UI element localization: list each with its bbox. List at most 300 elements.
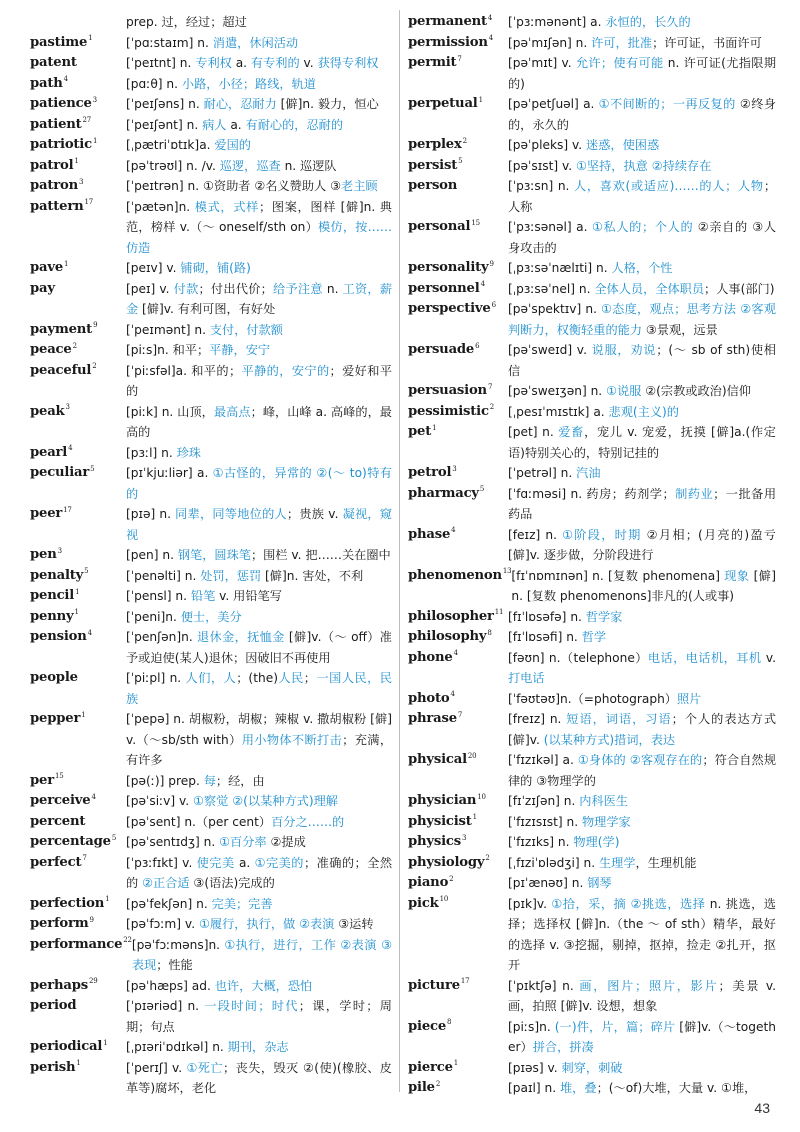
headword-text: pick <box>408 895 439 911</box>
definition-text: [ˌpætriˈɒtɪk] <box>126 138 200 152</box>
highlighted-meaning: ①完美的 <box>254 855 304 870</box>
definition <box>132 935 392 976</box>
definition <box>508 53 776 94</box>
definition <box>126 1058 392 1099</box>
headword <box>408 648 508 689</box>
frequency-number: 4 <box>68 444 73 453</box>
definition-text: n. <box>592 261 612 275</box>
headword-text: perceive <box>30 793 91 808</box>
definition-text: n. <box>157 445 177 460</box>
left-column <box>30 12 392 1099</box>
headword <box>408 94 508 135</box>
headword-text: pave <box>30 260 64 275</box>
dictionary-entry <box>30 853 392 894</box>
definition-text: a. <box>234 855 255 870</box>
frequency-number: 1 <box>103 1038 108 1047</box>
definition <box>508 1078 776 1099</box>
headword-text: peer <box>30 506 63 521</box>
headword <box>408 484 508 525</box>
frequency-number: 15 <box>54 772 64 781</box>
dictionary-entry <box>30 115 392 136</box>
dictionary-entry <box>408 791 776 812</box>
highlighted-meaning: ①执行，进行，工作 ②表演 ③表现 <box>131 937 392 972</box>
headword <box>408 627 508 648</box>
highlighted-meaning: 退休金，抚恤金 <box>196 630 285 644</box>
definition-text: a. <box>589 404 609 419</box>
definition-text: n. <box>537 425 559 439</box>
headword-text: piece <box>408 1018 447 1034</box>
headword <box>30 627 126 668</box>
frequency-number: 17 <box>84 198 93 207</box>
highlighted-meaning: 迷惑，使困惑 <box>586 138 660 152</box>
highlighted-meaning: 有专利的 <box>250 56 300 70</box>
frequency-number: 3 <box>57 546 62 555</box>
headword-text: peaceful <box>30 362 92 378</box>
definition <box>511 566 776 607</box>
definition-text: [fəʊn] <box>508 650 545 665</box>
headword-text: permit <box>408 55 457 70</box>
definition <box>508 402 776 423</box>
headword-text: perish <box>30 1059 76 1075</box>
definition <box>126 115 392 136</box>
headword-text: pattern <box>30 198 84 214</box>
highlighted-meaning: 最高点 <box>213 404 251 419</box>
headword-text: pile <box>408 1080 435 1095</box>
definition-text: a. <box>231 56 251 70</box>
definition-text: [pɪəs] <box>508 1060 544 1075</box>
dictionary-entry <box>30 279 392 320</box>
dictionary-entry <box>408 689 776 710</box>
headword <box>408 709 508 750</box>
headword <box>30 791 126 812</box>
definition-text: n. <box>175 56 196 70</box>
definition-text: ；课，学时；周期；句点 <box>126 999 392 1034</box>
definition-text: n. <box>178 199 195 214</box>
definition-text: n. <box>182 999 205 1013</box>
definition-text: [ˈpepə] <box>126 712 170 726</box>
headword <box>408 381 508 402</box>
definition-text: ；付出代价； <box>198 281 273 296</box>
headword <box>408 279 508 300</box>
dictionary-entry <box>30 566 392 587</box>
definition <box>508 422 776 463</box>
definition-text: v. <box>568 138 587 152</box>
headword <box>30 935 132 976</box>
headword-text: penalty <box>30 567 84 583</box>
definition-text: a. <box>192 466 213 480</box>
definition-text: [ˈpɜːmənənt] <box>508 15 587 29</box>
dictionary-entry <box>30 791 392 812</box>
dictionary-entry <box>408 12 776 33</box>
page-number: 43 <box>754 1100 770 1116</box>
definition-text: [ˈfɪzɪkəl] <box>508 753 559 767</box>
definition-text: v. <box>761 650 776 665</box>
dictionary-entry <box>30 443 392 464</box>
highlighted-meaning: ②正合适 <box>142 876 190 890</box>
definition <box>508 1017 776 1058</box>
headword-text: perplex <box>408 137 462 152</box>
headword-text: physiology <box>408 854 485 870</box>
headword <box>30 340 126 361</box>
headword-text: patrol <box>30 157 74 173</box>
definition-text: [pəˈfekʃən] <box>126 896 193 911</box>
headword-text: performance <box>30 936 123 952</box>
definition-text: ；人事(部门) <box>704 281 775 296</box>
definition-text: [ˈpiːsfəl] <box>126 363 176 378</box>
definition-text: [ˈpeɪmənt] <box>126 322 191 337</box>
definition-text: [feɪz] <box>508 527 541 542</box>
definition-text: [ˈpɜːsn] <box>508 179 554 193</box>
headword <box>408 1058 508 1079</box>
definition <box>126 894 392 915</box>
frequency-number: 9 <box>93 321 98 330</box>
headword-text: patient <box>30 116 82 132</box>
definition-text: n. 和平； <box>157 343 210 357</box>
frequency-number: 22 <box>123 936 132 945</box>
dictionary-entry <box>408 525 776 566</box>
definition <box>508 976 776 1017</box>
headword-text: perhaps <box>30 977 88 993</box>
definition <box>508 156 776 177</box>
definition-text: v. <box>557 56 576 70</box>
frequency-number: 5 <box>458 157 463 166</box>
highlighted-meaning: 哲学家 <box>585 609 623 624</box>
definition-text: ；峰，山峰 a. 高峰的，最高的 <box>126 404 392 439</box>
definition <box>126 976 392 997</box>
highlighted-meaning: 使完美 <box>196 855 235 870</box>
highlighted-meaning: 汽油 <box>576 466 601 480</box>
definition-text: [peɪ] <box>126 281 156 296</box>
highlighted-meaning: 允许；使有可能 <box>575 56 664 70</box>
definition <box>508 525 776 566</box>
definition <box>508 299 776 340</box>
definition-text: n. <box>208 937 225 952</box>
frequency-number: 2 <box>489 403 495 412</box>
definition-text: [pɪˈænəʊ] <box>508 876 568 890</box>
headword <box>30 545 126 566</box>
headword-text: penny <box>30 608 74 624</box>
definition-text: [peɪv] <box>126 261 163 275</box>
definition <box>508 894 776 976</box>
headword-text: physician <box>408 793 477 808</box>
highlighted-meaning: 画，图片；照片，影片 <box>579 978 719 993</box>
headword-text: percentage <box>30 834 111 849</box>
definition-text: n. 巡逻队 <box>280 158 337 173</box>
definition-text: [ˈfɪzɪsɪst] <box>508 814 563 829</box>
definition <box>508 340 776 381</box>
definition-text: ②终身的，永久的 <box>508 97 776 132</box>
definition <box>126 996 392 1037</box>
definition-text: v. <box>572 343 592 357</box>
headword-text: peak <box>30 403 65 419</box>
headword-text: patience <box>30 96 92 111</box>
headword <box>30 914 126 935</box>
highlighted-meaning: 人们，人 <box>185 671 237 685</box>
highlighted-meaning: 钢笔，圆珠笔 <box>177 548 251 562</box>
headword-text: pencil <box>30 588 75 603</box>
definition-text: n. <box>567 876 588 890</box>
headword <box>408 53 508 94</box>
definition-text: a. <box>558 753 578 767</box>
headword-text: pastime <box>30 34 88 50</box>
headword <box>408 33 508 54</box>
headword-text: percent <box>30 813 86 829</box>
headword-text: path <box>30 75 63 91</box>
definition-text: ②(宗教或政治)信仰 <box>641 384 751 398</box>
headword <box>30 197 126 259</box>
definition <box>126 1037 392 1058</box>
headword <box>408 853 508 874</box>
dictionary-entry <box>30 607 392 628</box>
headword <box>408 258 508 279</box>
definition <box>126 94 392 115</box>
headword <box>408 607 508 628</box>
frequency-number: 4 <box>488 34 494 43</box>
frequency-number: 27 <box>82 116 92 125</box>
definition <box>126 53 392 74</box>
headword-text: personnel <box>408 280 480 296</box>
frequency-number: 1 <box>76 1059 81 1068</box>
dictionary-entry <box>30 771 392 792</box>
headword <box>30 176 126 197</box>
highlighted-meaning: 每 <box>203 773 216 788</box>
definition-text: ；围栏 v. 把……关在圈中 <box>250 548 391 562</box>
headword-text: personality <box>408 260 489 275</box>
frequency-number: 1 <box>64 259 69 268</box>
headword <box>408 566 511 607</box>
dictionary-entry <box>30 1037 392 1058</box>
headword-text: periodical <box>30 1039 103 1054</box>
headword-text: persuasion <box>408 383 487 398</box>
dictionary-entry <box>408 812 776 833</box>
highlighted-meaning: 钢琴 <box>587 876 612 890</box>
dictionary-entry <box>408 750 776 791</box>
highlighted-meaning: (以某种方式)措词，表达 <box>543 732 676 747</box>
headword <box>30 832 126 853</box>
headword-text: per <box>30 772 54 788</box>
headword-text: physicist <box>408 813 472 829</box>
headword <box>408 873 508 894</box>
headword <box>408 791 508 812</box>
highlighted-meaning: 拼合，拼凑 <box>532 1040 594 1054</box>
dictionary-entry <box>30 53 392 74</box>
definition <box>126 586 392 607</box>
headword <box>30 853 126 894</box>
frequency-number: 7 <box>487 382 493 391</box>
definition-text: n. <box>192 896 212 911</box>
headword <box>408 156 508 177</box>
frequency-number: 4 <box>487 13 493 22</box>
frequency-number: 3 <box>461 833 467 842</box>
highlighted-meaning: 电话，电话机，耳机 <box>647 650 762 665</box>
definition-text: [ˈpɜːfɪkt] <box>126 855 178 870</box>
definition-text: [pəˈsentɪdʒ] <box>126 835 200 849</box>
highlighted-meaning: ①履行，执行，做 ②表演 <box>198 917 335 931</box>
frequency-number: 1 <box>472 813 477 822</box>
definition-text: [ˈpensl] <box>126 589 172 603</box>
highlighted-meaning: 刺穿，刺破 <box>561 1060 623 1075</box>
headword <box>30 668 126 709</box>
definition-text: ； <box>303 671 316 685</box>
definition-text: [pəˈsent] <box>126 814 181 829</box>
headword-text: pharmacy <box>408 485 479 501</box>
highlighted-meaning: 工资，薪金 <box>126 281 393 316</box>
highlighted-meaning: 给予注意 <box>272 281 323 296</box>
definition <box>508 627 776 648</box>
highlighted-meaning: 内科医生 <box>579 794 629 808</box>
highlighted-meaning: ①死亡 <box>186 1060 224 1075</box>
headword-text: person <box>408 178 458 193</box>
headword-text: pen <box>30 547 57 562</box>
headword-text: people <box>30 670 78 685</box>
definition-text: [ˈfɑːməsi] <box>508 486 567 501</box>
definition-text: [ˈpeni] <box>126 609 166 624</box>
frequency-number: 5 <box>84 567 89 576</box>
definition-text: [ˌpɪəriˈɒdɪkəl] <box>126 1040 209 1054</box>
frequency-number: 4 <box>453 649 458 658</box>
definition-text: [ˈpætən] <box>126 199 179 214</box>
frequency-number: 1 <box>92 136 98 145</box>
headword-text: peace <box>30 342 72 357</box>
definition-text: [pəˈmɪʃən] <box>508 35 572 50</box>
definition-text: n. <box>193 35 213 50</box>
definition-text: [pəˈsiːv] <box>126 794 176 808</box>
highlighted-meaning: 许可，批准 <box>591 35 653 50</box>
definition-text: [pəˈfɔːməns] <box>131 937 209 952</box>
definition <box>126 197 392 259</box>
dictionary-entry <box>408 217 776 258</box>
frequency-number: 5 <box>90 464 95 473</box>
definition-text: [僻]v.（～together） <box>508 1019 776 1054</box>
headword <box>30 135 126 156</box>
highlighted-meaning: 模仿，按……仿造 <box>126 220 393 255</box>
highlighted-meaning: 生理学 <box>598 855 636 870</box>
headword-text: pearl <box>30 444 68 460</box>
definition-text: n. <box>180 568 201 583</box>
frequency-number: 13 <box>502 567 512 576</box>
definition-text: [僻]v. 有利可图，有好处 <box>138 302 276 316</box>
dictionary-entry <box>408 1017 776 1058</box>
headword-text: phrase <box>408 711 457 726</box>
headword <box>30 586 126 607</box>
highlighted-meaning: ①私人的；个人的 <box>592 220 694 234</box>
headword <box>30 115 126 136</box>
headword <box>30 94 126 115</box>
dictionary-entry <box>30 709 392 771</box>
definition-text: ②提成 <box>266 835 306 849</box>
headword-text: perfection <box>30 895 105 911</box>
definition-text: [pɪk] <box>508 896 537 911</box>
highlighted-meaning: 凝视，窥视 <box>126 507 393 542</box>
highlighted-meaning: 人民 <box>277 671 304 685</box>
definition-text: n. <box>165 609 181 624</box>
definition <box>508 135 776 156</box>
frequency-number: 20 <box>467 751 477 760</box>
definition-text: a. <box>199 138 215 152</box>
definition-text: v. <box>558 158 576 173</box>
frequency-number: 4 <box>63 75 68 84</box>
highlighted-meaning: 用小物体不断打击 <box>241 732 343 747</box>
frequency-number: 1 <box>81 710 86 719</box>
definition <box>126 12 392 33</box>
definition-text: [僻]n. 毅力，恒心 <box>276 97 379 111</box>
definition-text: ；人称 <box>508 179 776 214</box>
frequency-number: 2 <box>435 1079 441 1088</box>
dictionary-entry <box>30 463 392 504</box>
definition-text: ，宠儿 v. 宠爱，抚摸 [僻]a.(作定语)特别关心的，特别记挂的 <box>508 425 776 460</box>
headword <box>30 976 126 997</box>
frequency-number: 5 <box>479 485 485 494</box>
definition <box>126 33 392 54</box>
definition-text: [ˈfɪzɪks] <box>508 835 555 849</box>
definition-text: ；丧失，毁灭 ②(使)(橡胶、皮革等)腐坏，老化 <box>126 1060 392 1095</box>
headword-text: pessimistic <box>408 403 489 419</box>
definition-text: [fɪˈnɒmɪnən] <box>511 568 588 583</box>
highlighted-meaning: ①古怪的，异常的 ②(～ to)特有的 <box>126 466 392 501</box>
definition-text: n. /v. <box>182 158 220 173</box>
highlighted-meaning: 说服，劝说 <box>591 343 657 357</box>
headword <box>30 361 126 402</box>
headword <box>30 12 126 33</box>
dictionary-entry <box>408 976 776 1017</box>
headword-text: phone <box>408 649 453 665</box>
highlighted-meaning: 耐心，忍耐力 <box>203 97 277 111</box>
frequency-number: 1 <box>453 1059 459 1068</box>
definition-text: n. <box>540 1081 560 1095</box>
definition <box>126 607 392 628</box>
highlighted-meaning: 也许，大概，恐怕 <box>214 978 313 993</box>
highlighted-meaning: 永恒的，长久的 <box>605 15 691 29</box>
definition-text: v. <box>299 56 318 70</box>
definition-text: [freɪz] <box>508 712 545 726</box>
dictionary-entry <box>408 832 776 853</box>
dictionary-entry <box>408 627 776 648</box>
definition-text: n. <box>554 835 574 849</box>
definition <box>126 791 392 812</box>
definition-text: [僻]n. 害处，不利 <box>261 568 364 583</box>
definition-text: [僻]v.（～ off）准予或迫使(某人)退休；因破旧不再使用 <box>126 630 392 665</box>
definition <box>126 176 392 197</box>
definition <box>126 340 392 361</box>
frequency-number: 29 <box>88 977 98 986</box>
dictionary-entry <box>408 381 776 402</box>
definition-text: [pəˈsweɪʒən] <box>508 384 587 398</box>
highlighted-meaning: 专利权 <box>195 56 232 70</box>
headword-text: physical <box>408 752 467 767</box>
highlighted-meaning: ①察觉 ②(以某种方式)理解 <box>193 794 338 808</box>
definition <box>508 463 776 484</box>
highlighted-meaning: 处罚，惩罚 <box>200 568 262 583</box>
headword <box>30 258 126 279</box>
definition-text: [pəˈhæps] <box>126 978 188 993</box>
highlighted-meaning: ①阶段，时期 <box>562 527 642 542</box>
frequency-number: 8 <box>447 1018 452 1027</box>
headword-text: perpetual <box>408 96 478 111</box>
definition-text: n. <box>586 384 607 398</box>
highlighted-meaning: 人格，个性 <box>611 261 673 275</box>
definition-text: [ˈpetrəl] <box>508 466 557 480</box>
definition-text: [ˈpeɪʃənt] <box>126 117 183 132</box>
definition <box>126 853 392 894</box>
headword <box>408 463 508 484</box>
headword <box>408 217 508 258</box>
definition <box>508 176 776 217</box>
dictionary-entry <box>30 668 392 709</box>
headword-text: picture <box>408 977 460 993</box>
frequency-number: 10 <box>439 895 449 904</box>
headword <box>30 33 126 54</box>
highlighted-meaning: 物理学家 <box>581 814 631 829</box>
